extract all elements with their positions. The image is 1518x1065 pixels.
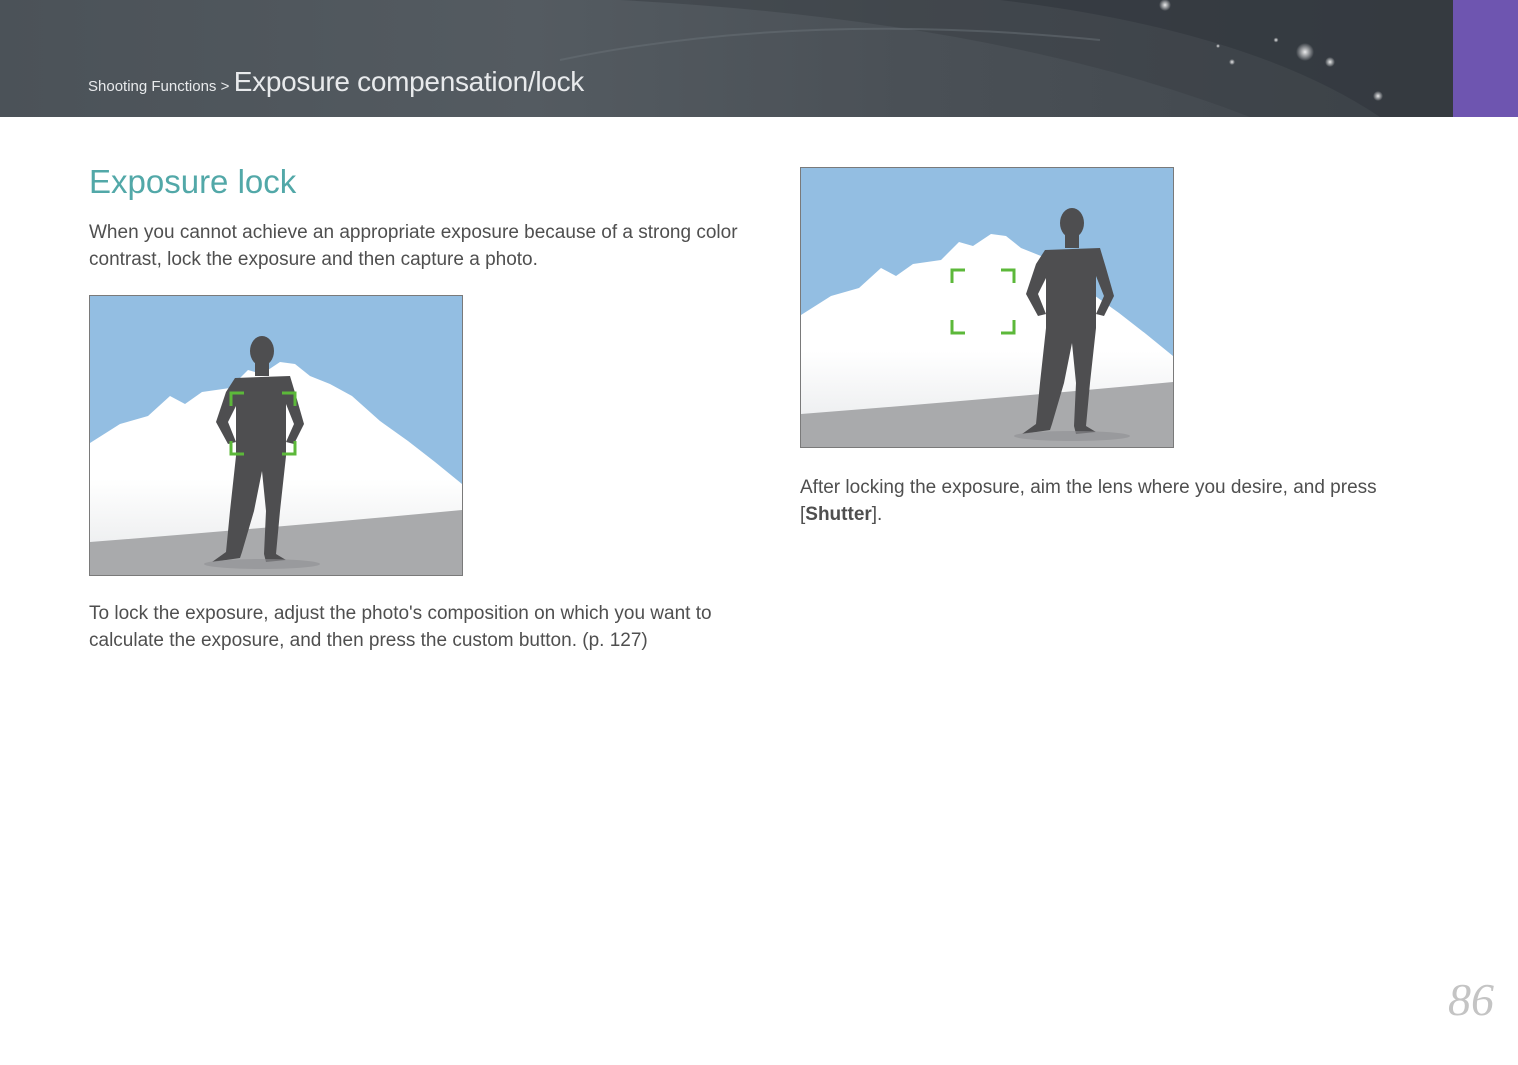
page-header: [0, 0, 1518, 117]
lens-decoration: [0, 0, 1518, 117]
illustration-recomposed: [800, 167, 1174, 448]
shutter-button-label: Shutter: [805, 504, 872, 525]
breadcrumb: [88, 66, 584, 98]
section-title: Exposure lock: [89, 163, 297, 200]
caption-text-end: ].: [871, 504, 883, 525]
intro-paragraph: When you cannot achieve an appropriate exposure because of a strong color contrast, lock the exposure and then capture a photo.: [89, 222, 738, 270]
breadcrumb-title: Exposure compensation/lock: [233, 66, 584, 97]
chapter-accent-tab: [1453, 0, 1518, 117]
step-caption-lock: To lock the exposure, adjust the photo's composition on which you want to calculate the exposure, and then press the custom button. (p. 127): [89, 603, 712, 651]
page-number: 86: [1448, 974, 1494, 1025]
caption-text: After locking the exposure, aim the lens where you desire, and press [: [800, 477, 1377, 525]
step-caption-shoot: [800, 474, 1440, 528]
breadcrumb-section: Shooting Functions >: [88, 78, 230, 95]
illustration-metering-on-subject: [89, 295, 463, 576]
